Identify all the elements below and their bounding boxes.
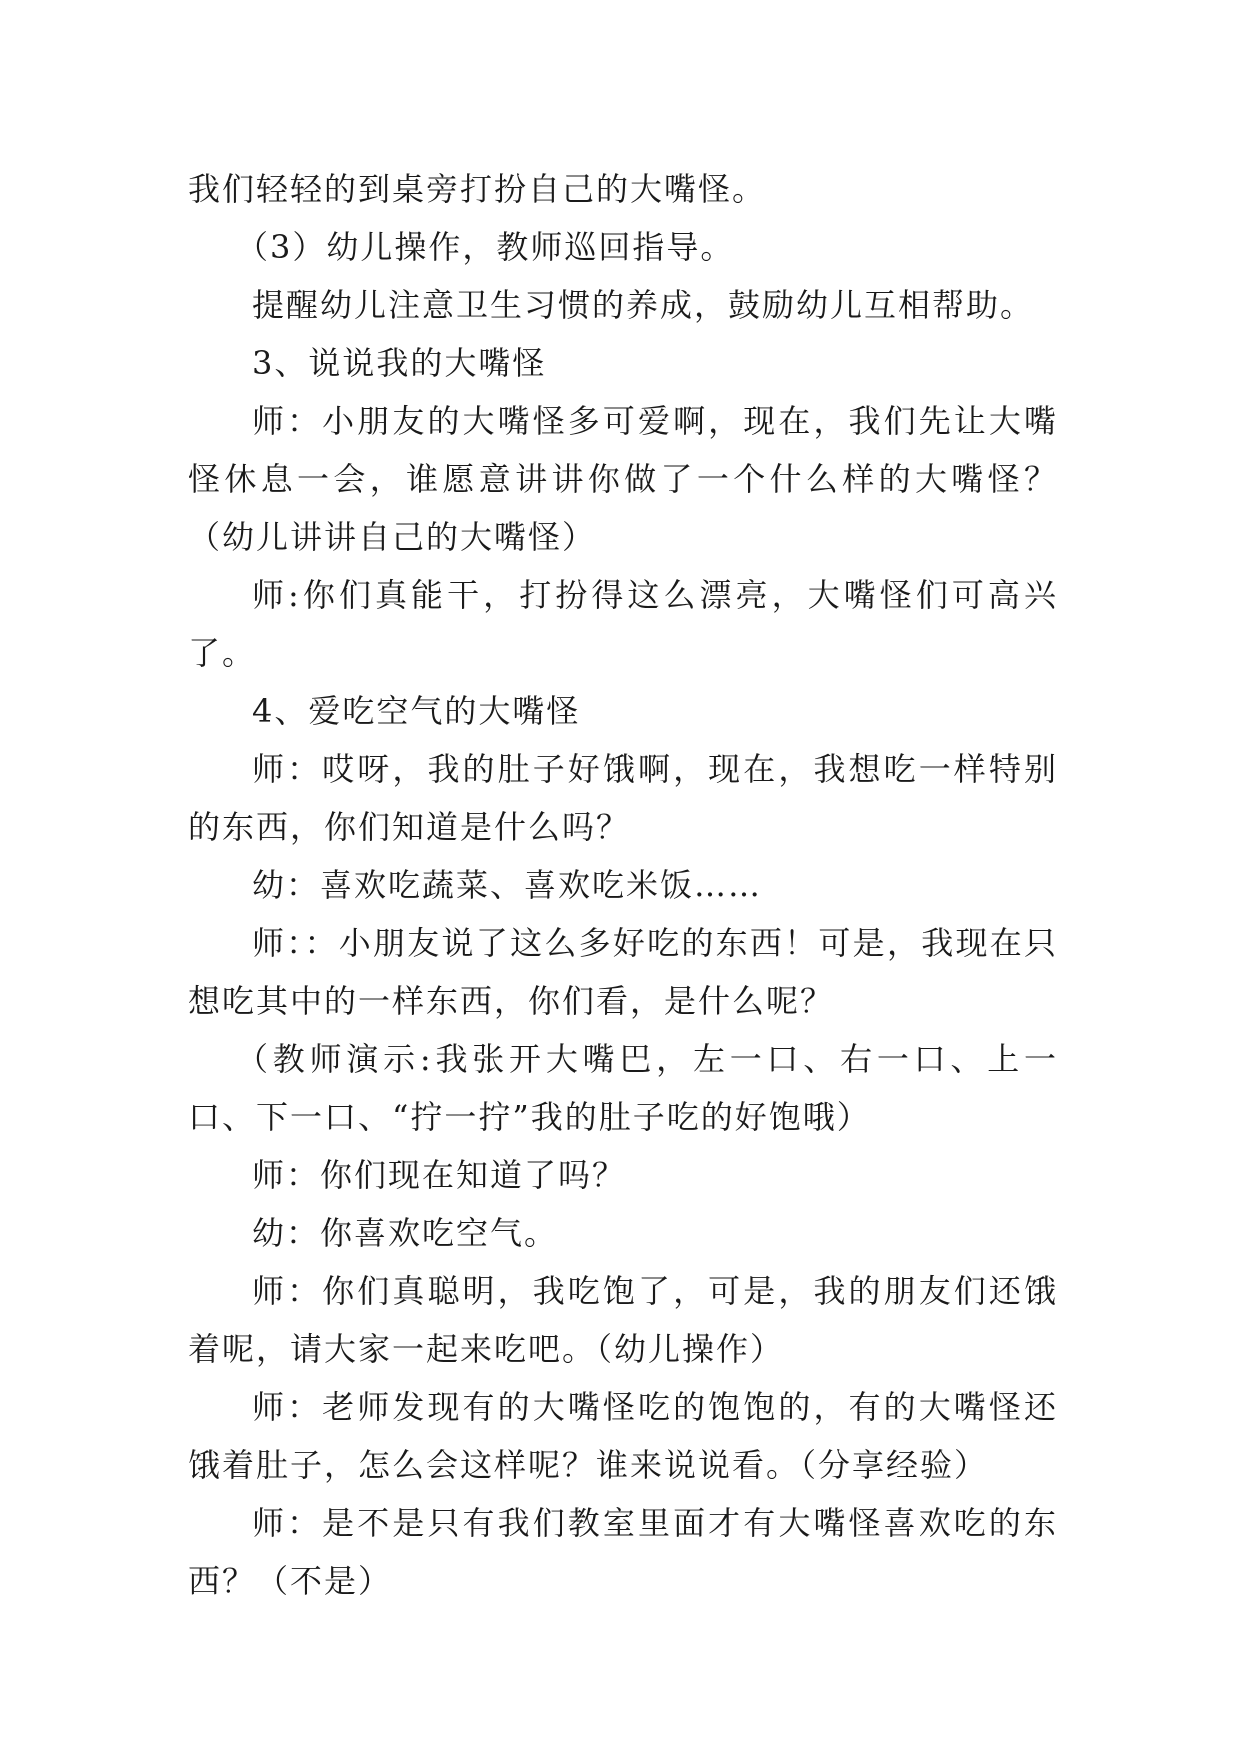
paragraph: 我们轻轻的到桌旁打扮自己的大嘴怪。 bbox=[188, 170, 767, 208]
paragraph: 师：小朋友的大嘴怪多可爱啊，现在，我们先让大嘴怪休息一会，谁愿意讲讲你做了一个什么样的大嘴怪？（幼儿讲讲自己的大嘴怪） bbox=[188, 402, 1058, 556]
document-body bbox=[188, 160, 1058, 1610]
section-heading: 3、说说我的大嘴怪 bbox=[252, 344, 547, 382]
paragraph: （教师演示:我张开大嘴巴，左一口、右一口、上一口、下一口、“拧一拧”我的肚子吃的好饱哦） bbox=[188, 1040, 1058, 1136]
paragraph: 提醒幼儿注意卫生习惯的养成，鼓励幼儿互相帮助。 bbox=[252, 286, 1035, 324]
paragraph: 师：你们现在知道了吗？ bbox=[252, 1156, 627, 1194]
paragraph: 幼：你喜欢吃空气。 bbox=[252, 1214, 559, 1252]
paragraph: 师：你们真聪明，我吃饱了，可是，我的朋友们还饿着呢，请大家一起来吃吧。（幼儿操作） bbox=[188, 1272, 1058, 1368]
paragraph: 师：哎呀，我的肚子好饿啊，现在，我想吃一样特别的东西，你们知道是什么吗？ bbox=[188, 750, 1058, 846]
paragraph: 师：：小朋友说了这么多好吃的东西！可是，我现在只想吃其中的一样东西，你们看，是什么呢？ bbox=[188, 924, 1058, 1020]
section-heading: 4、爱吃空气的大嘴怪 bbox=[252, 692, 581, 730]
paragraph: 师：老师发现有的大嘴怪吃的饱饱的，有的大嘴怪还饿着肚子，怎么会这样呢？谁来说说看。（分享经验） bbox=[188, 1388, 1058, 1484]
paragraph: 幼：喜欢吃蔬菜、喜欢吃米饭…… bbox=[252, 866, 763, 904]
paragraph: 师：是不是只有我们教室里面才有大嘴怪喜欢吃的东西？（不是） bbox=[188, 1504, 1058, 1600]
paragraph: （3）幼儿操作，教师巡回指导。 bbox=[236, 228, 735, 266]
paragraph: 师:你们真能干，打扮得这么漂亮，大嘴怪们可高兴了。 bbox=[188, 576, 1058, 672]
